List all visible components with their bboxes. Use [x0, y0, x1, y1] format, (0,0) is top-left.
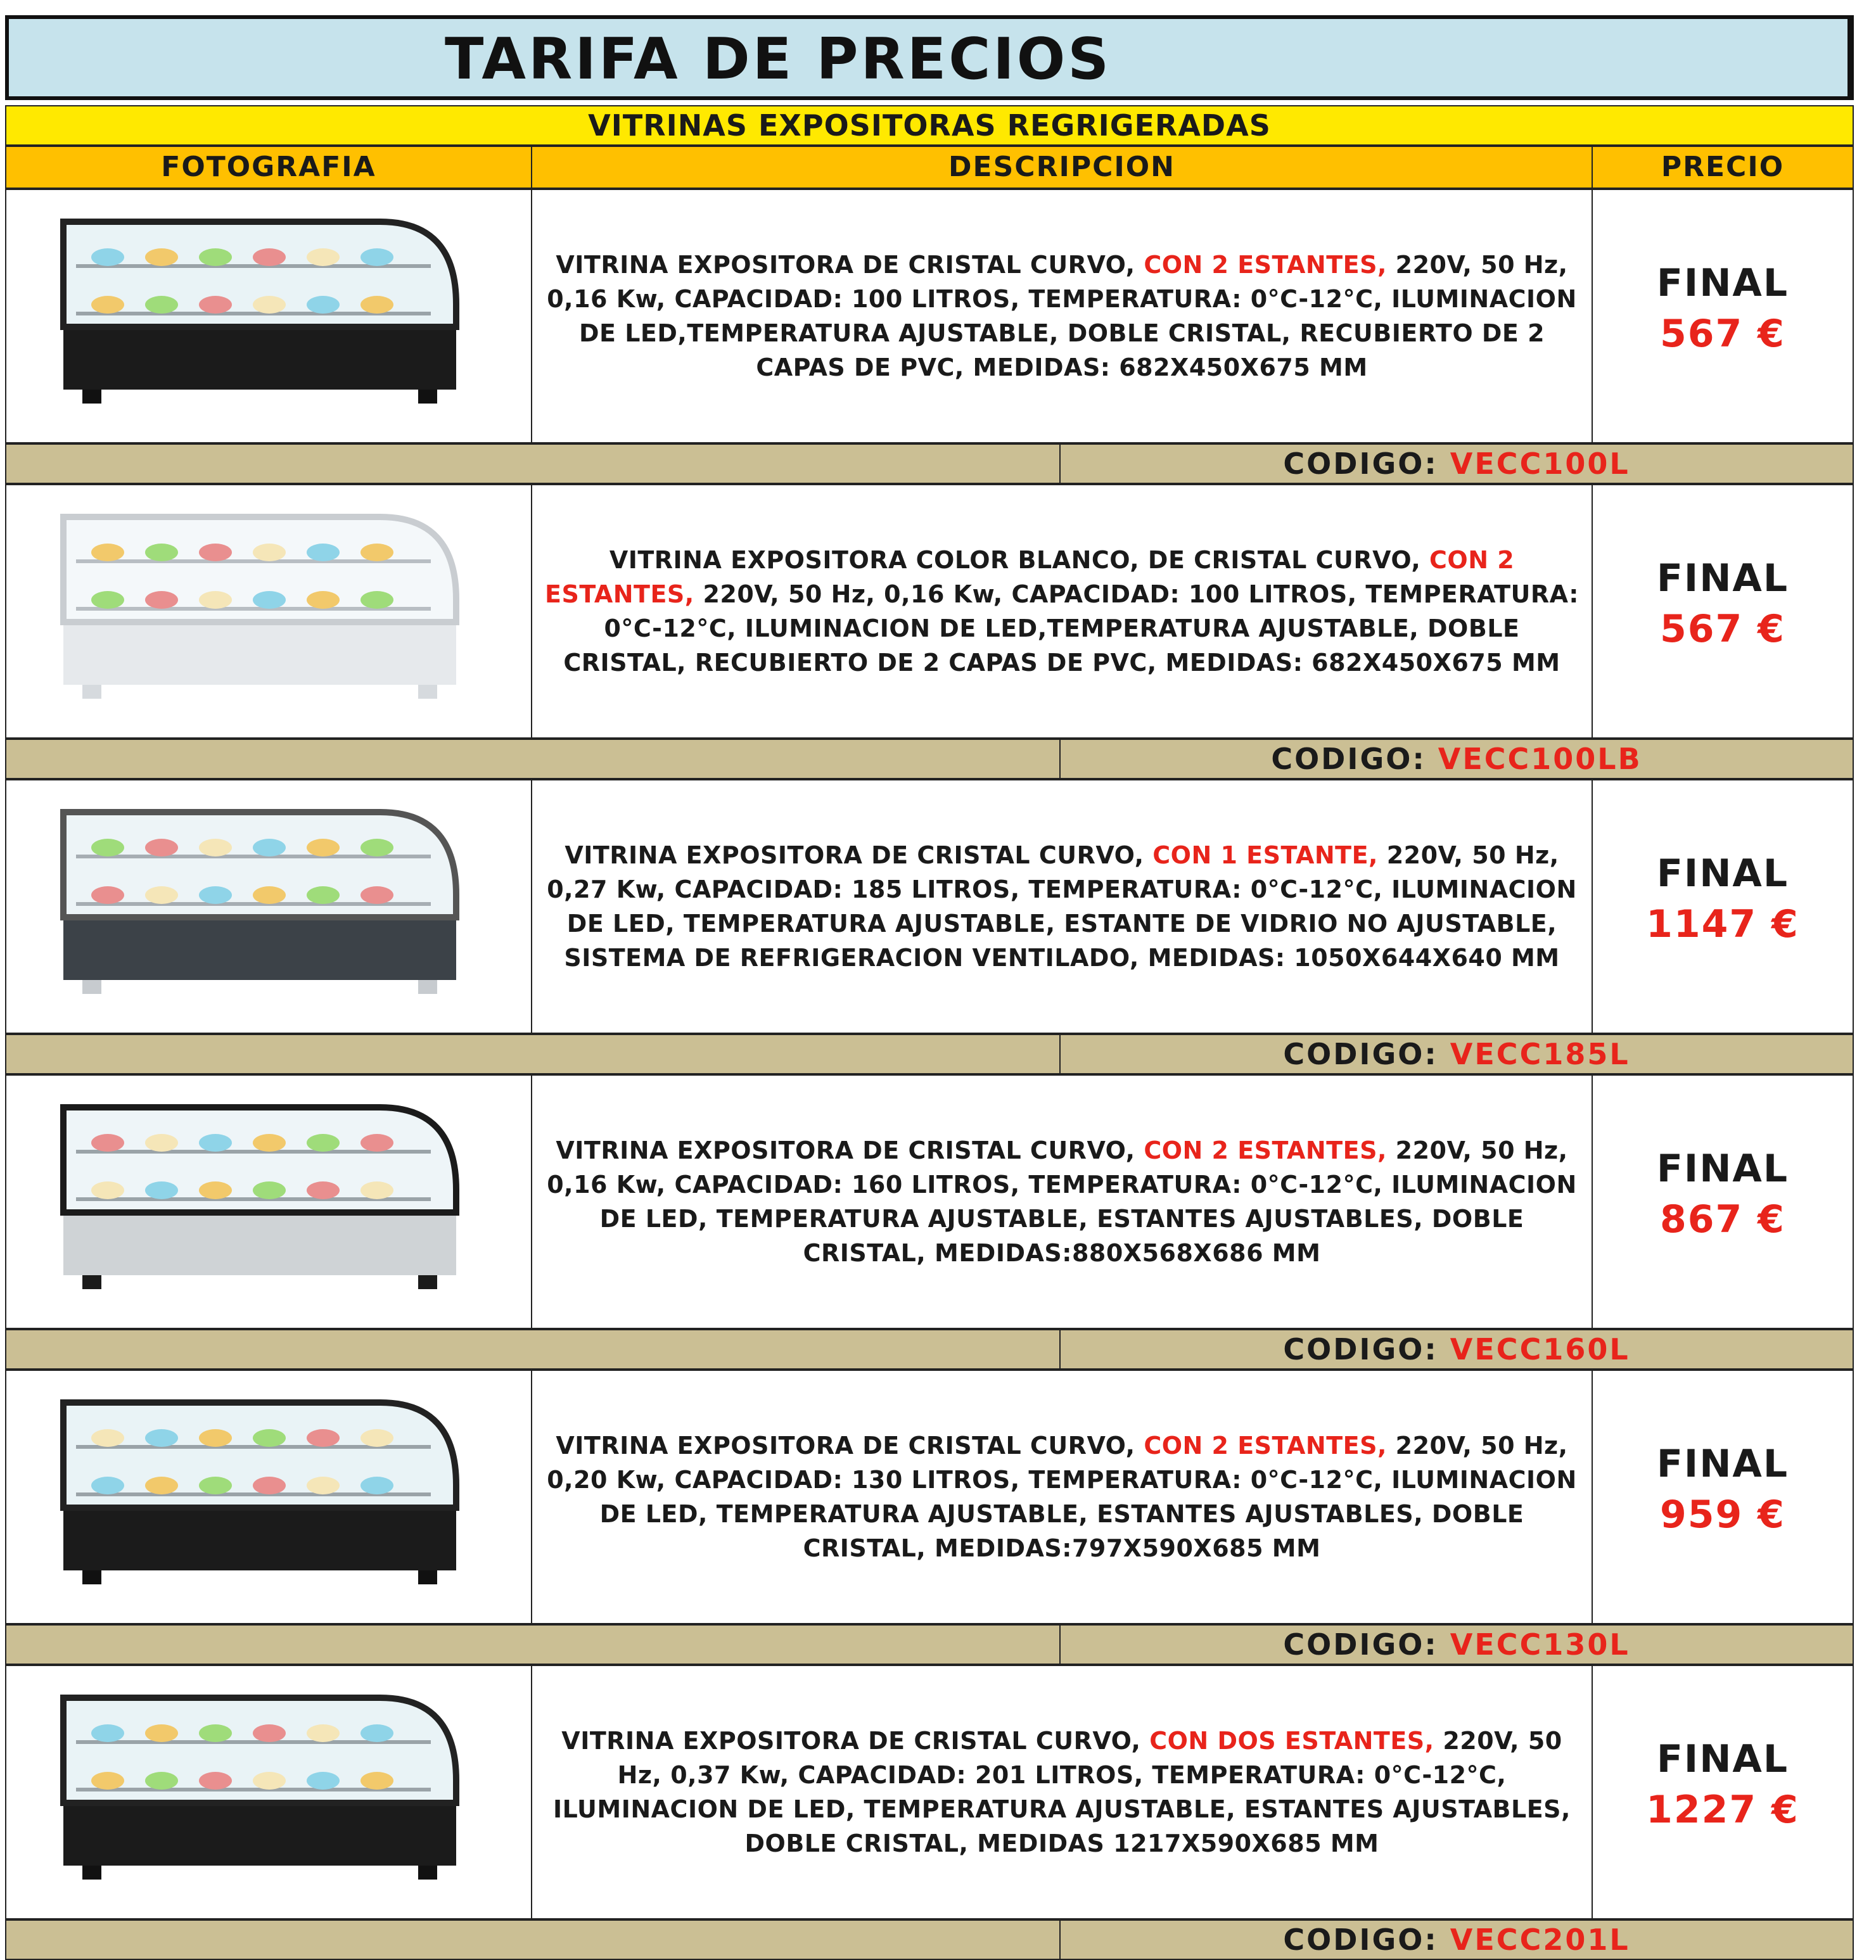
- product-code: [1059, 1919, 1854, 1960]
- pastry: [91, 886, 124, 904]
- pastry: [145, 1181, 178, 1199]
- description-text-rest: 220V, 50 Hz, 0,37 Kw, CAPACIDAD: 201 LITROS, TEMPERATURA: 0°C-12°C, ILUMINACION DE LED, TEMPERATURA AJUSTABLE, ESTANTES AJUSTABLES, DOBLE CRISTAL, MEDIDAS 1217X590X685 MM: [553, 1727, 1571, 1857]
- header-price: PRECIO: [1592, 146, 1854, 189]
- cabinet-base: [63, 1803, 456, 1866]
- pastry: [145, 1429, 178, 1447]
- pastry: [199, 544, 232, 561]
- pastry: [91, 1772, 124, 1790]
- pastry: [307, 544, 340, 561]
- price-label: FINAL: [1656, 261, 1789, 305]
- description-text: VITRINA EXPOSITORA DE CRISTAL CURVO,: [556, 1136, 1144, 1164]
- price-amount: 959 €: [1660, 1492, 1785, 1537]
- pastry: [199, 296, 232, 314]
- product-price-cell: [1592, 1074, 1854, 1329]
- pastry: [199, 1724, 232, 1742]
- product-description-cell: [531, 1074, 1593, 1329]
- pastry: [253, 1724, 286, 1742]
- product-price-cell: [1592, 1370, 1854, 1624]
- code-value: VECC201L: [1450, 1923, 1630, 1957]
- description-text-rest: 220V, 50 Hz, 0,20 Kw, CAPACIDAD: 130 LITROS, TEMPERATURA: 0°C-12°C, ILUMINACION DE LED, TEMPERATURA AJUSTABLE, ESTANTES AJUSTABLES, DOBLE CRISTAL, MEDIDAS:797X590X685 MM: [547, 1432, 1577, 1562]
- shelves-highlight: CON DOS ESTANTES,: [1149, 1727, 1434, 1755]
- price-label: FINAL: [1656, 1147, 1789, 1191]
- pastry: [361, 544, 393, 561]
- product-photo-cell: [5, 1074, 532, 1329]
- pastry: [253, 248, 286, 266]
- description-text-rest: 220V, 50 Hz, 0,16 Kw, CAPACIDAD: 100 LITROS, TEMPERATURA: 0°C-12°C, ILUMINACION DE LED,TEMPERATURA AJUSTABLE, DOBLE CRISTAL, RECUBIERTO DE 2 CAPAS DE PVC, MEDIDAS: 682X450X675 MM: [547, 251, 1577, 381]
- pastry: [145, 1772, 178, 1790]
- pastry: [199, 886, 232, 904]
- pastry: [91, 839, 124, 856]
- shelves-highlight: CON 2 ESTANTES,: [545, 546, 1515, 608]
- pastry: [91, 1477, 124, 1494]
- pastry: [91, 1724, 124, 1742]
- code-value: VECC100L: [1450, 447, 1630, 481]
- pastry: [361, 839, 393, 856]
- pastry: [253, 1477, 286, 1494]
- product-photo-cell: [5, 189, 532, 443]
- product-description: [542, 1429, 1581, 1565]
- pastry: [199, 591, 232, 609]
- cabinet-foot: [82, 1275, 101, 1289]
- cabinet-foot: [418, 390, 437, 404]
- pastry: [361, 1772, 393, 1790]
- pastry: [361, 248, 393, 266]
- product-code: [1059, 1329, 1854, 1370]
- price-amount: 1147 €: [1646, 902, 1799, 946]
- pastry: [361, 886, 393, 904]
- description-text: VITRINA EXPOSITORA COLOR BLANCO, DE CRISTAL CURVO,: [609, 546, 1430, 574]
- pastry: [91, 1134, 124, 1152]
- cabinet-foot: [418, 980, 437, 994]
- shelves-highlight: CON 2 ESTANTES,: [1144, 1136, 1387, 1164]
- pastry: [91, 296, 124, 314]
- category-subtitle: VITRINAS EXPOSITORAS REGRIGERADAS: [5, 105, 1854, 146]
- display-case-image: [6, 1371, 531, 1623]
- pastry: [145, 1477, 178, 1494]
- pastry: [145, 296, 178, 314]
- description-text: VITRINA EXPOSITORA DE CRISTAL CURVO,: [561, 1727, 1150, 1755]
- code-prefix: CODIGO:: [1283, 1332, 1438, 1366]
- product-photo-cell: [5, 484, 532, 739]
- pastry: [145, 248, 178, 266]
- price-amount: 867 €: [1660, 1197, 1785, 1242]
- price-label: FINAL: [1656, 851, 1789, 896]
- pastry: [253, 544, 286, 561]
- pastry: [199, 1181, 232, 1199]
- description-text: VITRINA EXPOSITORA DE CRISTAL CURVO,: [556, 251, 1144, 279]
- description-text-rest: 220V, 50 Hz, 0,16 Kw, CAPACIDAD: 100 LITROS, TEMPERATURA: 0°C-12°C, ILUMINACION DE LED,TEMPERATURA AJUSTABLE, DOBLE CRISTAL, RECUBIERTO DE 2 CAPAS DE PVC, MEDIDAS: 682X450X675 MM: [563, 580, 1579, 677]
- header-description: DESCRIPCION: [531, 146, 1593, 189]
- code-prefix: CODIGO:: [1283, 1037, 1438, 1071]
- pastry: [307, 1724, 340, 1742]
- cabinet-base: [63, 327, 456, 390]
- product-description-cell: [531, 484, 1593, 739]
- product-description-cell: [531, 1370, 1593, 1624]
- cabinet-foot: [418, 1275, 437, 1289]
- pastry: [145, 839, 178, 856]
- pastry: [253, 1134, 286, 1152]
- pastry: [307, 1772, 340, 1790]
- product-description: [542, 1133, 1581, 1270]
- pastry: [253, 839, 286, 856]
- pastry: [307, 1477, 340, 1494]
- pastry: [199, 1477, 232, 1494]
- description-text-rest: 220V, 50 Hz, 0,27 Kw, CAPACIDAD: 185 LITROS, TEMPERATURA: 0°C-12°C, ILUMINACION DE LED, TEMPERATURA AJUSTABLE, ESTANTE DE VIDRIO NO AJUSTABLE, SISTEMA DE REFRIGERACION VENTILADO, MEDIDAS: 1050X644X640 MM: [547, 841, 1577, 972]
- pastry: [199, 1772, 232, 1790]
- cabinet-foot: [82, 1570, 101, 1584]
- pastry: [199, 248, 232, 266]
- title-banner: [5, 15, 1854, 100]
- pastry: [145, 544, 178, 561]
- display-case-image: [6, 1076, 531, 1328]
- pastry: [307, 886, 340, 904]
- product-code: [1059, 739, 1854, 779]
- pastry: [361, 1724, 393, 1742]
- product-description-cell: [531, 779, 1593, 1034]
- code-prefix: CODIGO:: [1283, 1627, 1438, 1662]
- product-photo-cell: [5, 1370, 532, 1624]
- product-code: [1059, 1034, 1854, 1074]
- pastry: [145, 591, 178, 609]
- price-amount: 567 €: [1660, 312, 1785, 356]
- code-value: VECC130L: [1450, 1627, 1630, 1662]
- product-description: [542, 1724, 1581, 1861]
- pastry: [91, 544, 124, 561]
- pastry: [145, 1134, 178, 1152]
- pastry: [199, 1429, 232, 1447]
- pastry: [199, 1134, 232, 1152]
- cabinet-foot: [82, 390, 101, 404]
- pastry: [307, 839, 340, 856]
- pastry: [199, 839, 232, 856]
- pastry: [253, 886, 286, 904]
- product-description-cell: [531, 1665, 1593, 1919]
- product-price-cell: [1592, 189, 1854, 443]
- pastry: [307, 1134, 340, 1152]
- product-code: [1059, 443, 1854, 484]
- product-description: [542, 838, 1581, 975]
- pastry: [307, 296, 340, 314]
- pastry: [253, 1181, 286, 1199]
- display-case-image: [6, 190, 531, 442]
- product-code: [1059, 1624, 1854, 1665]
- product-price-cell: [1592, 779, 1854, 1034]
- pastry: [361, 591, 393, 609]
- pastry: [145, 886, 178, 904]
- cabinet-foot: [82, 1866, 101, 1880]
- cabinet-foot: [418, 1570, 437, 1584]
- pastry: [307, 1429, 340, 1447]
- description-text: VITRINA EXPOSITORA DE CRISTAL CURVO,: [556, 1432, 1144, 1460]
- shelves-highlight: CON 2 ESTANTES,: [1144, 251, 1387, 279]
- pastry: [91, 1429, 124, 1447]
- cabinet-foot: [82, 980, 101, 994]
- cabinet-base: [63, 1212, 456, 1275]
- code-prefix: CODIGO:: [1283, 447, 1438, 481]
- pastry: [361, 296, 393, 314]
- pastry: [307, 1181, 340, 1199]
- product-description: [542, 543, 1581, 680]
- pastry: [145, 1724, 178, 1742]
- pastry: [253, 591, 286, 609]
- price-label: FINAL: [1656, 1737, 1789, 1781]
- code-prefix: CODIGO:: [1283, 1923, 1438, 1957]
- display-case-image: [6, 780, 531, 1033]
- code-value: VECC100LB: [1438, 742, 1642, 776]
- pastry: [253, 1772, 286, 1790]
- pastry: [307, 248, 340, 266]
- product-price-cell: [1592, 1665, 1854, 1919]
- cabinet-foot: [82, 685, 101, 699]
- cabinet-base: [63, 1508, 456, 1570]
- pastry: [361, 1181, 393, 1199]
- product-photo-cell: [5, 779, 532, 1034]
- pastry: [91, 591, 124, 609]
- price-label: FINAL: [1656, 1442, 1789, 1486]
- pastry: [361, 1134, 393, 1152]
- cabinet-foot: [418, 685, 437, 699]
- cabinet-base: [63, 917, 456, 980]
- pastry: [253, 1429, 286, 1447]
- code-value: VECC160L: [1450, 1332, 1630, 1366]
- description-text: VITRINA EXPOSITORA DE CRISTAL CURVO,: [565, 841, 1153, 869]
- product-photo-cell: [5, 1665, 532, 1919]
- price-amount: 1227 €: [1646, 1788, 1799, 1832]
- cabinet-foot: [418, 1866, 437, 1880]
- shelves-highlight: CON 1 ESTANTE,: [1152, 841, 1378, 869]
- pastry: [91, 1181, 124, 1199]
- page-title: TARIFA DE PRECIOS: [445, 26, 1112, 92]
- price-label: FINAL: [1656, 556, 1789, 601]
- description-text-rest: 220V, 50 Hz, 0,16 Kw, CAPACIDAD: 160 LITROS, TEMPERATURA: 0°C-12°C, ILUMINACION DE LED, TEMPERATURA AJUSTABLE, ESTANTES AJUSTABLES, DOBLE CRISTAL, MEDIDAS:880X568X686 MM: [547, 1136, 1577, 1267]
- pastry: [307, 591, 340, 609]
- price-amount: 567 €: [1660, 607, 1785, 651]
- shelves-highlight: CON 2 ESTANTES,: [1144, 1432, 1387, 1460]
- display-case-image: [6, 485, 531, 737]
- cabinet-base: [63, 622, 456, 685]
- pastry: [361, 1429, 393, 1447]
- product-description-cell: [531, 189, 1593, 443]
- pastry: [253, 296, 286, 314]
- pastry: [91, 248, 124, 266]
- header-photo: FOTOGRAFIA: [5, 146, 532, 189]
- code-value: VECC185L: [1450, 1037, 1630, 1071]
- code-prefix: CODIGO:: [1271, 742, 1426, 776]
- display-case-image: [6, 1666, 531, 1918]
- product-description: [542, 248, 1581, 385]
- product-price-cell: [1592, 484, 1854, 739]
- pastry: [361, 1477, 393, 1494]
